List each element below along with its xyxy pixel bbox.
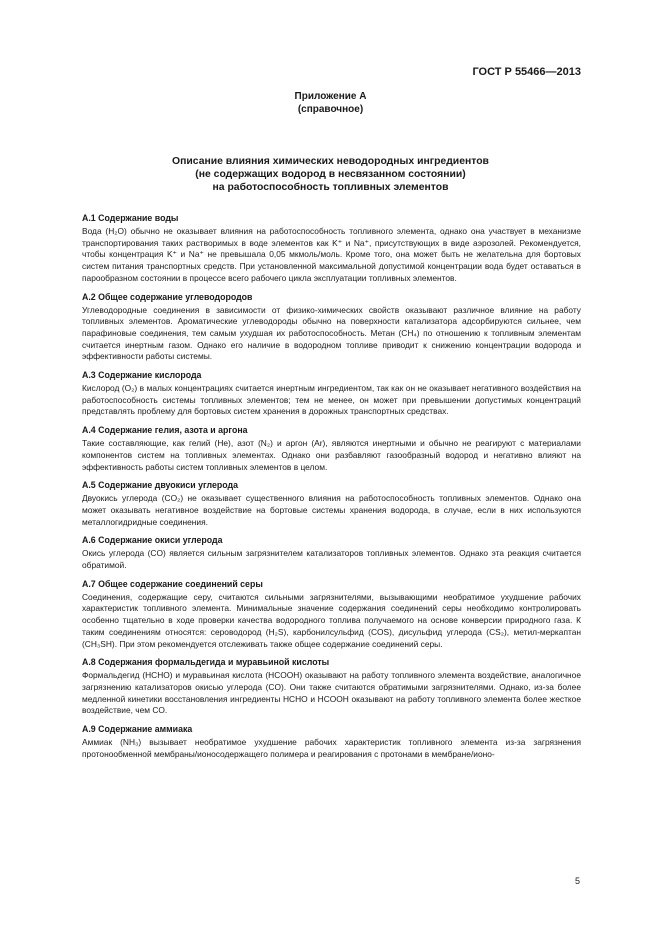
annex-label: Приложение А	[294, 91, 367, 102]
section-text: Кислород (O₂) в малых концентрациях считается инертным ингредиентом, так как он не оказывает негативного воздействия на работоспособность системы топливных элементов; тем не менее, он может при превышении допустимых концентраций представлять проблему для бортовых систем хранения в дорожных транспортных средствах.	[82, 383, 581, 417]
section-text: Формальдегид (HCHO) и муравьиная кислота (HCOOH) оказывают на работу топливного элемента воздействие, аналогичное загрязнению катализаторов окисью углерода (CO). Они также считаются обратимыми загрязнителями. Однако, из-за более медленной кинетики восстановления ингредиенты HCHO и HCOOH оказывают на работу топливного элемента более жесткое воздействие, чем CO.	[82, 670, 581, 716]
section-heading: А.4 Содержание гелия, азота и аргона	[82, 425, 248, 436]
section-heading: А.7 Общее содержание соединений серы	[82, 578, 263, 589]
section-a7	[82, 578, 581, 651]
section-text: Такие составляющие, как гелий (He), азот (N₂) и аргон (Ar), являются инертными и обычно не реагируют с материалами компонентов систем на топливных элементах. Однако они разбавляют газообразный водород и негативно влияют на эффективность работы систем топливных элементов в целом.	[82, 438, 581, 472]
section-text: Углеводородные соединения в зависимости от физико-химических свойств оказывают различное влияние на работу топливных элементов. Ароматические углеводороды обычно на поверхности катализатора адсорбируются сильнее, чем парафиновые соединения, тем самым ухудшая их работоспособность. Метан (CH₄) по отношению к топливным элементам считается инертным газом. Однако его наличие в водородном топливе приводит к снижению концентрации водорода и эффективности работы системы.	[82, 304, 581, 362]
section-a3	[82, 369, 581, 418]
annex-heading	[0, 90, 661, 116]
section-heading: А.6 Содержание окиси углерода	[82, 535, 223, 546]
section-a4	[82, 424, 581, 473]
section-heading: А.3 Содержание кислорода	[82, 370, 202, 381]
annex-type: (справочное)	[297, 104, 364, 115]
title-line-2: (не содержащих водород в несвязанном состоянии)	[195, 169, 466, 180]
page-number: 5	[574, 876, 580, 886]
annex-content	[82, 212, 581, 767]
section-heading: А.5 Содержание двуокиси углерода	[82, 480, 238, 491]
section-heading: А.1 Содержание воды	[82, 213, 179, 223]
title-line-3: на работоспособность топливных элементов	[212, 182, 449, 193]
section-a2	[82, 291, 581, 364]
section-text: Вода (H₂O) обычно не оказывает влияния на работоспособность топливного элемента, однако она участвует в механизме транспортирования таких растворимых в воде элементов как K⁺ и Na⁺, присутствующих в виде аэрозолей. Рекомендуется, чтобы концентрация K⁺ и Na⁺ не превышала 0,05 мкмоль/моль. Кроме того, она может быть не желательна для бортовых систем питания транспортных средств. При установленной максимальной допустимой концентрации вода будет оставаться в парообразном состоянии в процессе всего рабочего цикла эксплуатации топливных элементов.	[82, 226, 581, 283]
section-heading: А.8 Содержания формальдегида и муравьиной кислоты	[82, 657, 330, 668]
section-heading: А.9 Содержание аммиака	[82, 724, 193, 735]
section-a9	[82, 723, 581, 760]
section-text: Соединения, содержащие серу, считаются сильными загрязнителями, вызывающими необратимое ухудшение рабочих характеристик топливного элемента. Минимальные значение содержания соединений серы необходимо контролировать особенно тщательно в ходе проверки качества водородного топлива получаемого на основе конверсии природного газа. К таким соединениям относятся: сероводород (H₂S), карбонилсульфид (COS), дисульфид углерода (CS₂), метил-меркаптан (CH₃SH). При этом рекомендуется отслеживать также общее содержание соединений серы.	[82, 591, 581, 649]
section-a8	[82, 656, 581, 717]
section-text: Двуокись углерода (CO₂) не оказывает существенного влияния на работоспособность топливных элементов. Однако она может оказывать негативное воздействие на бортовые системы хранения водорода, в случае, если в них используются металлогидридные соединения.	[82, 493, 581, 527]
section-text: Окись углерода (CO) является сильным загрязнителем катализаторов топливных элементов. Однако эта реакция считается обратимой.	[82, 548, 581, 571]
standard-number: ГОСТ Р 55466—2013	[472, 66, 581, 78]
section-a6	[82, 534, 581, 571]
section-a1	[82, 212, 581, 285]
section-a5	[82, 479, 581, 528]
section-heading: А.2 Общее содержание углеводородов	[82, 291, 253, 302]
annex-title	[0, 155, 661, 194]
section-text: Аммиак (NH₃) вызывает необратимое ухудшение рабочих характеристик топливного элемента из-за загрязнения протонообменной мембраны/ионосодержащего полимера и реагирования с протонами в мембране/ионо-	[82, 737, 581, 759]
title-line-1: Описание влияния химических неводородных ингредиентов	[172, 156, 489, 167]
